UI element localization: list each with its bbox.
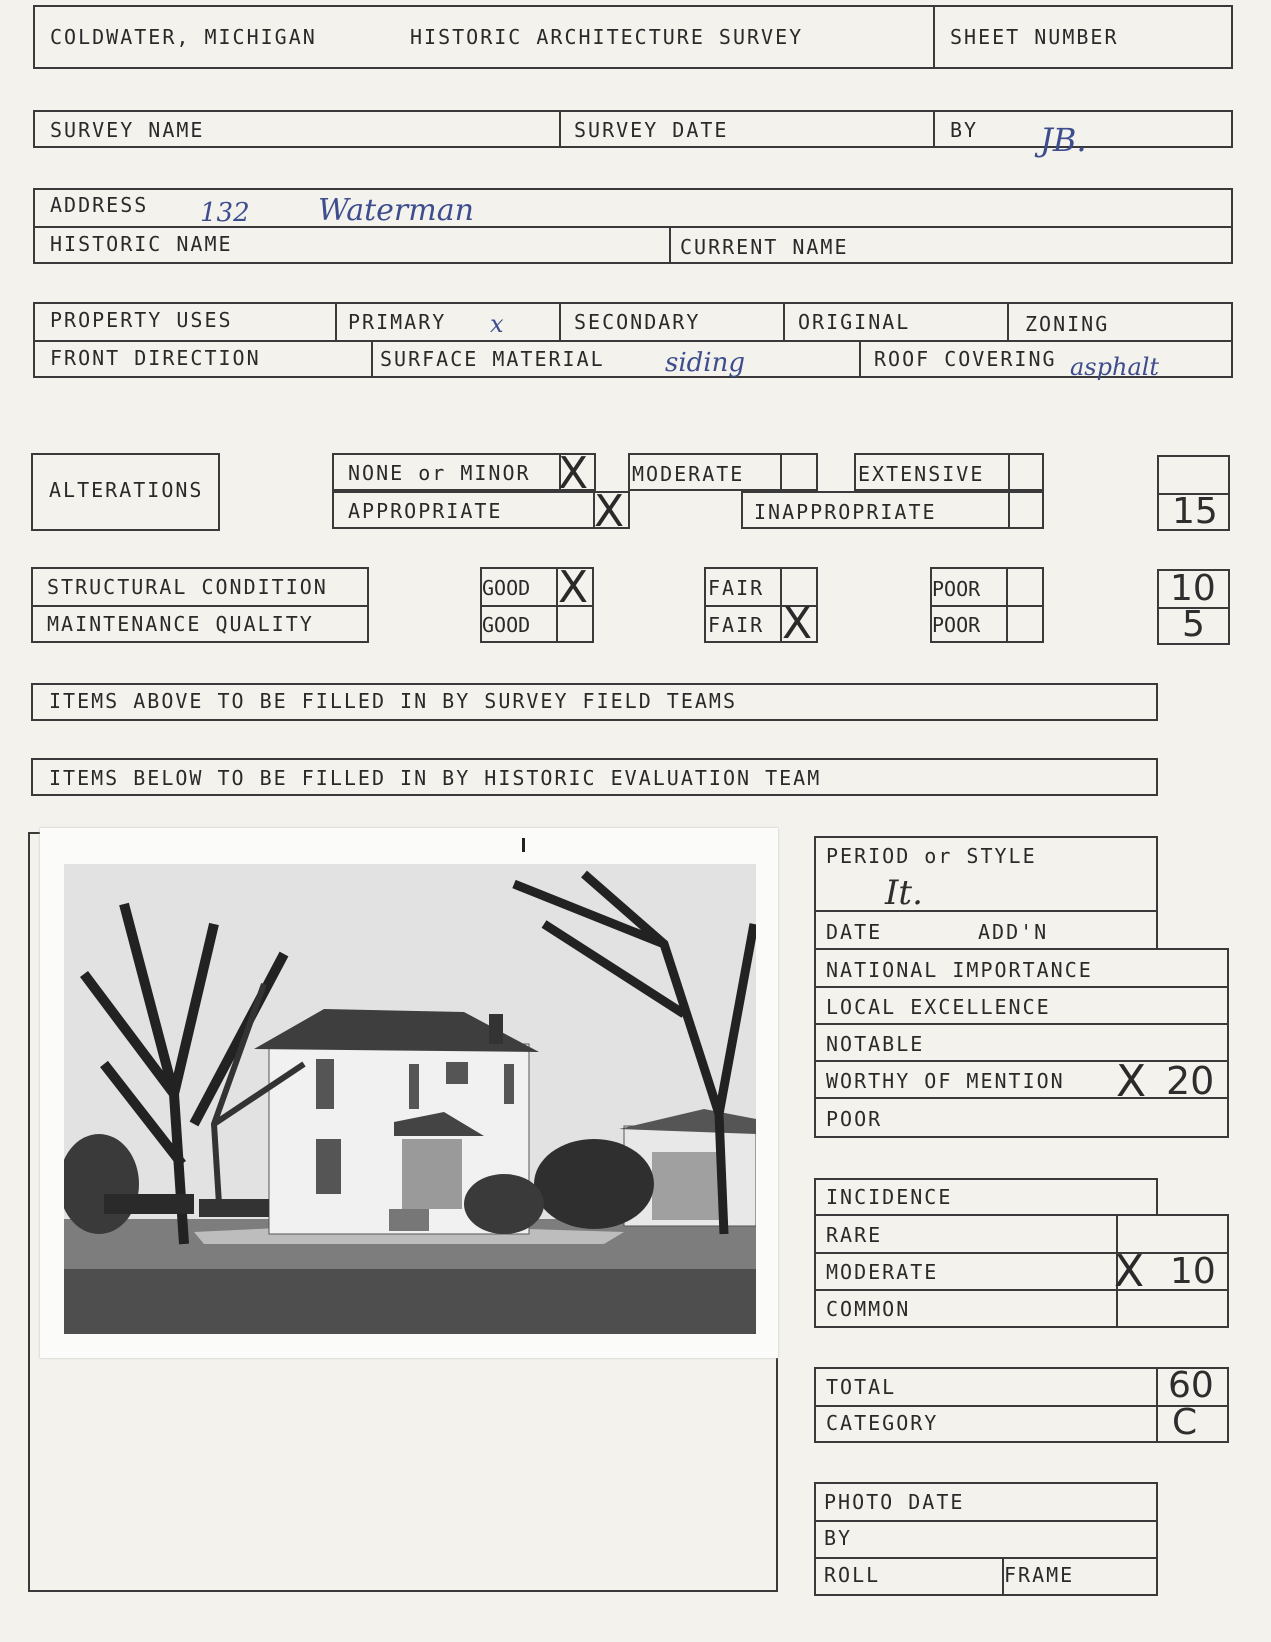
- note-above: ITEMS ABOVE TO BE FILLED IN BY SURVEY FIELD TEAMS: [49, 689, 738, 713]
- secondary-label: SECONDARY: [574, 310, 701, 334]
- house-photo: [64, 864, 756, 1334]
- category-label: CATEGORY: [826, 1411, 939, 1435]
- period-label: PERIOD or STYLE: [826, 844, 1037, 868]
- house-photo-illustration: [64, 864, 756, 1334]
- incidence-label: INCIDENCE: [826, 1185, 953, 1209]
- notable-label: NOTABLE: [826, 1032, 925, 1056]
- maintenance-quality-label: MAINTENANCE QUALITY: [47, 612, 314, 636]
- alterations-label: ALTERATIONS: [49, 478, 204, 502]
- structural-poor-label: POOR: [932, 577, 981, 601]
- survey-name-label: SURVEY NAME: [50, 118, 205, 142]
- incidence-rare-label: RARE: [826, 1223, 883, 1247]
- survey-by-value: JB.: [1040, 121, 1087, 159]
- category-value: C: [1172, 1402, 1198, 1443]
- incidence-moderate-score: 10: [1170, 1251, 1216, 1292]
- incidence-common-label: COMMON: [826, 1297, 911, 1321]
- header-city: COLDWATER, MICHIGAN: [50, 25, 317, 49]
- maintenance-fair-label: FAIR: [708, 613, 765, 637]
- photo-by-label: BY: [824, 1526, 853, 1550]
- appropriate-label: APPROPRIATE: [348, 499, 503, 523]
- surface-material-value: siding: [665, 348, 746, 378]
- period-value: It.: [885, 873, 923, 913]
- sheet-number-label: SHEET NUMBER: [950, 25, 1119, 49]
- survey-by-label: BY: [950, 118, 979, 142]
- maintenance-poor-label: POOR: [932, 613, 981, 637]
- worthy-score: 20: [1166, 1059, 1215, 1103]
- worthy-check: X: [1116, 1056, 1147, 1107]
- original-label: ORIGINAL: [798, 310, 911, 334]
- structural-score: 10: [1170, 568, 1216, 609]
- addn-label: ADD'N: [978, 920, 1049, 944]
- note-below: ITEMS BELOW TO BE FILLED IN BY HISTORIC EVALUATION TEAM: [49, 766, 822, 790]
- roof-covering-value: asphalt: [1070, 353, 1160, 381]
- eval-date-label: DATE: [826, 920, 883, 944]
- structural-condition-label: STRUCTURAL CONDITION: [47, 575, 328, 599]
- structural-fair-label: FAIR: [708, 576, 765, 600]
- structural-good-label: GOOD: [482, 576, 531, 600]
- survey-date-label: SURVEY DATE: [574, 118, 729, 142]
- none-minor-label: NONE or MINOR: [348, 461, 531, 485]
- roll-label: ROLL: [824, 1563, 881, 1587]
- alterations-moderate-label: MODERATE: [632, 462, 745, 486]
- roof-covering-label: ROOF COVERING: [874, 347, 1057, 371]
- header-title: HISTORIC ARCHITECTURE SURVEY: [410, 25, 804, 49]
- address-label: ADDRESS: [50, 193, 149, 217]
- structural-good-check: X: [558, 562, 589, 613]
- alterations-score: 15: [1172, 491, 1218, 532]
- property-uses-label: PROPERTY USES: [50, 308, 233, 332]
- surface-material-label: SURFACE MATERIAL: [380, 347, 605, 371]
- appropriate-check: X: [594, 486, 625, 537]
- photo-date-label: PHOTO DATE: [824, 1490, 965, 1514]
- eval-poor-label: POOR: [826, 1107, 883, 1131]
- total-value: 60: [1168, 1365, 1214, 1406]
- maintenance-score: 5: [1182, 604, 1205, 645]
- address-street: Waterman: [318, 193, 474, 228]
- historic-name-label: HISTORIC NAME: [50, 232, 233, 256]
- none-minor-check: X: [558, 448, 589, 499]
- frame-label: FRAME: [1004, 1563, 1075, 1587]
- zoning-label: ZONING: [1025, 312, 1110, 336]
- photo-pin-mark: [522, 838, 525, 852]
- front-direction-label: FRONT DIRECTION: [50, 346, 261, 370]
- inappropriate-label: INAPPROPRIATE: [754, 500, 937, 524]
- total-label: TOTAL: [826, 1375, 897, 1399]
- national-importance-label: NATIONAL IMPORTANCE: [826, 958, 1093, 982]
- incidence-moderate-check: X: [1114, 1246, 1145, 1297]
- extensive-label: EXTENSIVE: [858, 462, 985, 486]
- photo-mount: [40, 828, 778, 1358]
- local-excellence-label: LOCAL EXCELLENCE: [826, 995, 1051, 1019]
- current-name-label: CURRENT NAME: [680, 235, 849, 259]
- incidence-moderate-label: MODERATE: [826, 1260, 939, 1284]
- address-number: 132: [200, 198, 250, 228]
- maintenance-good-label: GOOD: [482, 613, 531, 637]
- maintenance-fair-check: X: [782, 598, 813, 649]
- primary-mark: x: [490, 310, 504, 338]
- primary-label: PRIMARY: [348, 310, 447, 334]
- worthy-label: WORTHY OF MENTION: [826, 1069, 1065, 1093]
